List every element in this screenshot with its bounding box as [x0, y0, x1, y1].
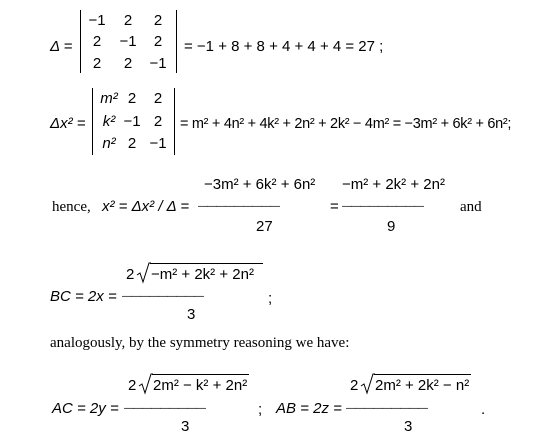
and-text: and	[460, 199, 482, 215]
matrix-cell: −1	[123, 113, 141, 130]
sqrt-overline	[150, 263, 263, 264]
matrix-right-bar	[174, 88, 175, 155]
matrix-cell: 2	[92, 33, 102, 50]
matrix-cell: 2	[127, 135, 137, 152]
sqrt-radicand: 2m² + 2k² − n²	[375, 377, 470, 394]
matrix-cell: 2	[123, 55, 133, 72]
eq1-rhs: = −1 + 8 + 8 + 4 + 4 + 4 = 27 ;	[184, 38, 384, 55]
sqrt-overline	[374, 374, 471, 375]
ab-lhs: AB = 2z =	[276, 400, 342, 417]
matrix-right-bar	[176, 10, 177, 73]
matrix-cell: 2	[153, 90, 163, 107]
sqrt-icon	[361, 373, 375, 395]
eq3-den1: 27	[256, 218, 273, 235]
delta-x2-label: Δx² =	[50, 115, 86, 132]
sqrt-radicand: −m² + 2k² + 2n²	[151, 266, 254, 283]
fraction-line: —————————	[122, 291, 203, 302]
matrix-cell: 2	[92, 55, 102, 72]
sqrt-coefficient: 2	[128, 377, 137, 394]
matrix-cell: 2	[153, 12, 163, 29]
fraction-line: —————————	[124, 403, 205, 414]
matrix-cell: n²	[102, 135, 116, 152]
fraction-line: —————————	[198, 201, 279, 212]
sqrt-coefficient: 2	[350, 377, 359, 394]
bc-lhs: BC = 2x =	[50, 288, 117, 305]
bc-tail: ;	[268, 290, 273, 307]
hence-text: hence,	[52, 199, 91, 215]
matrix-cell: −1	[119, 33, 137, 50]
eq3-num1: −3m² + 6k² + 6n²	[204, 176, 316, 193]
fraction-line: —————————	[342, 201, 423, 212]
delta-label: Δ =	[50, 38, 73, 55]
matrix-left-bar	[92, 88, 93, 155]
sqrt-coefficient: 2	[126, 266, 135, 283]
eq3-den2: 9	[387, 218, 396, 235]
sqrt-overline	[152, 374, 249, 375]
analogously-text: analogously, by the symmetry reasoning we have:	[50, 335, 350, 351]
matrix-cell: −1	[149, 55, 167, 72]
matrix-cell: −1	[149, 135, 167, 152]
ab-den: 3	[404, 418, 413, 435]
matrix-cell: 2	[153, 113, 163, 130]
ac-den: 3	[181, 418, 190, 435]
eq3-equals: =	[330, 198, 339, 215]
matrix-cell: 2	[127, 90, 137, 107]
matrix-cell: 2	[153, 33, 163, 50]
matrix-cell: 2	[123, 12, 133, 29]
eq3-expr: x² = Δx² / Δ =	[102, 198, 190, 215]
matrix-cell: −1	[88, 12, 106, 29]
sqrt-icon	[139, 373, 153, 395]
eq5-separator: ;	[258, 401, 263, 418]
eq3-num2: −m² + 2k² + 2n²	[342, 176, 445, 193]
eq2-rhs: = m² + 4n² + 4k² + 2n² + 2k² − 4m² = −3m² + 6k² + 6n²;	[180, 116, 512, 132]
fraction-line: —————————	[346, 403, 427, 414]
sqrt-radicand: 2m² − k² + 2n²	[153, 377, 248, 394]
sqrt-icon	[137, 262, 151, 284]
bc-den: 3	[187, 306, 196, 323]
eq5-end: .	[481, 401, 486, 418]
matrix-left-bar	[80, 10, 81, 73]
ac-lhs: AC = 2y =	[52, 400, 119, 417]
matrix-cell: m²	[100, 90, 118, 107]
matrix-cell: k²	[102, 113, 116, 130]
